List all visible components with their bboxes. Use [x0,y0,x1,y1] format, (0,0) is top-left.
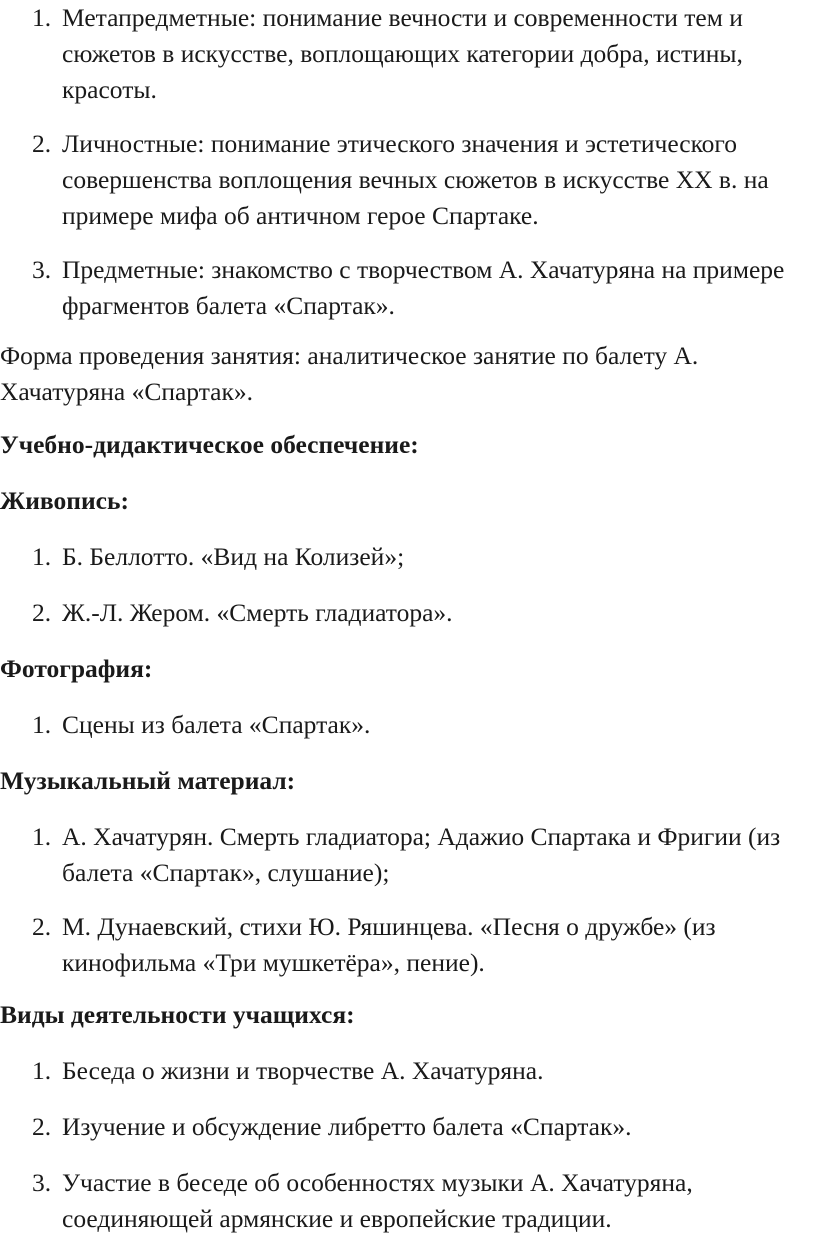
objectives-list [0,0,808,324]
list-item [0,819,808,891]
list-number: 1. [32,710,52,739]
photo-heading: Фотография: [0,654,153,683]
list-item [0,1165,808,1237]
list-item [0,909,808,981]
list-text: Метапредметные: понимание вечности и современности тем и сюжетов в искусстве, воплощающих категории добра, истины, красоты. [62,3,743,104]
list-item [0,0,808,108]
painting-heading: Живопись: [0,486,129,515]
list-text: Сцены из балета «Спартак». [62,710,371,739]
activities-list [0,1053,808,1237]
list-number: 1. [32,3,52,32]
list-text: Ж.-Л. Жером. «Смерть гладиатора». [62,598,453,627]
list-number: 1. [32,542,52,571]
list-number: 2. [32,1112,52,1141]
list-number: 1. [32,1056,52,1085]
list-item [0,707,808,743]
list-number: 2. [32,598,52,627]
list-text: Беседа о жизни и творчестве А. Хачатуряна. [62,1056,544,1085]
list-number: 3. [32,1168,52,1197]
list-text: Участие в беседе об особенностях музыки А. Хачатуряна, соединяющей армянские и европейские традиции. [62,1168,693,1233]
list-item [0,1053,808,1089]
list-text: Изучение и обсуждение либретто балета «Спартак». [62,1112,632,1141]
support-heading: Учебно-дидактическое обеспечение: [0,430,419,459]
painting-list [0,539,808,631]
list-number: 3. [32,255,52,284]
list-text: Личностные: понимание этического значения и эстетического совершенства воплощения вечных сюжетов в искусстве XX в. на примере мифа об античном герое Спартаке. [62,129,769,230]
list-text: Предметные: знакомство с творчеством А. Хачатуряна на примере фрагментов балета «Спартак». [62,255,785,320]
form-paragraph: Форма проведения занятия: аналитическое занятие по балету А. Хачатуряна «Спартак». [0,341,699,406]
list-text: Б. Беллотто. «Вид на Колизей»; [62,542,405,571]
photo-list [0,707,808,743]
list-item [0,126,808,234]
music-list [0,819,808,981]
list-text: М. Дунаевский, стихи Ю. Ряшинцева. «Песня о дружбе» (из кинофильма «Три мушкетёра», пение). [62,912,716,977]
list-number: 2. [32,912,52,941]
list-number: 1. [32,822,52,851]
list-item [0,539,808,575]
list-item [0,1109,808,1145]
list-number: 2. [32,129,52,158]
activities-heading: Виды деятельности учащихся: [0,1000,355,1029]
list-item [0,252,808,324]
list-text: А. Хачатурян. Смерть гладиатора; Адажио Спартака и Фригии (из балета «Спартак», слушание); [62,822,781,887]
list-item [0,595,808,631]
music-heading: Музыкальный материал: [0,766,296,795]
